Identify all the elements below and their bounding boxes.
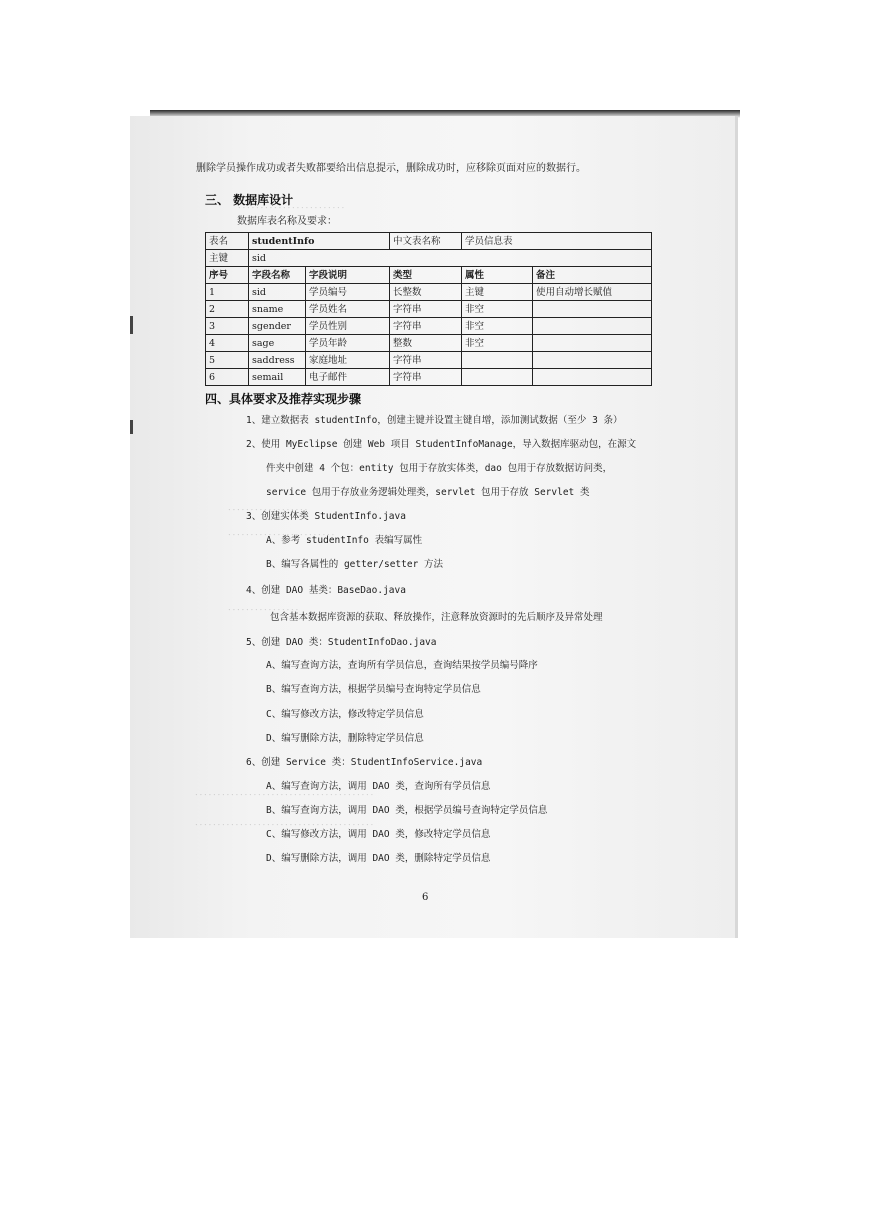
cell-index: 3: [206, 318, 249, 335]
cell-attribute: 非空: [462, 335, 533, 352]
step-6-d: D、编写删除方法，调用 DAO 类，删除特定学员信息: [266, 853, 491, 864]
cell-field-desc: 学员编号: [306, 284, 390, 301]
col-header-type: 类型: [390, 267, 462, 284]
database-table: [205, 232, 652, 386]
binding-mark: [130, 420, 133, 434]
table-header-row: [206, 267, 652, 284]
cell-remarks: [533, 335, 652, 352]
cell-index: 1: [206, 284, 249, 301]
cell-field-desc: 学员姓名: [306, 301, 390, 318]
step-3-b: B、编写各属性的 getter/setter 方法: [266, 559, 444, 570]
step-4-a: 包含基本数据库资源的获取、释放操作，注意释放资源时的先后顺序及异常处理: [270, 612, 603, 623]
cell-attribute: [462, 352, 533, 369]
step-3-a: A、参考 studentInfo 表编写属性: [266, 535, 423, 546]
primary-key-value: sid: [249, 250, 652, 267]
step-5-d: D、编写删除方法，删除特定学员信息: [266, 733, 424, 744]
cell-attribute: 非空: [462, 301, 533, 318]
cell-index: 6: [206, 369, 249, 386]
col-header-field-name: 字段名称: [249, 267, 306, 284]
col-header-field-desc: 字段说明: [306, 267, 390, 284]
table-cn-name-value: 学员信息表: [462, 233, 652, 250]
step-5-a: A、编写查询方法，查询所有学员信息，查询结果按学员编号降序: [266, 660, 538, 671]
cell-type: 字符串: [390, 301, 462, 318]
step-5: 5、创建 DAO 类：StudentInfoDao.java: [246, 637, 437, 648]
cell-field-name: sname: [249, 301, 306, 318]
step-5-c: C、编写修改方法，修改特定学员信息: [266, 709, 424, 720]
table-row: [206, 301, 652, 318]
cell-index: 5: [206, 352, 249, 369]
cell-remarks: [533, 369, 652, 386]
binding-mark: [130, 316, 133, 334]
step-2-line-3: service 包用于存放业务逻辑处理类，servlet 包用于存放 Servlet 类: [266, 487, 590, 498]
step-5-b: B、编写查询方法，根据学员编号查询特定学员信息: [266, 684, 481, 695]
page-edge: [735, 116, 738, 938]
col-header-index: 序号: [206, 267, 249, 284]
intro-paragraph: 删除学员操作成功或者失败都要给出信息提示，删除成功时，应移除页面对应的数据行。: [196, 163, 586, 174]
cell-type: 长整数: [390, 284, 462, 301]
table-cn-name-label: 中文表名称: [390, 233, 462, 250]
step-6-a: A、编写查询方法，调用 DAO 类，查询所有学员信息: [266, 781, 491, 792]
cell-field-desc: 学员性别: [306, 318, 390, 335]
primary-key-row: [206, 250, 652, 267]
cell-attribute: 非空: [462, 318, 533, 335]
cell-field-desc: 家庭地址: [306, 352, 390, 369]
section-heading-requirements: 四、具体要求及推荐实现步骤: [205, 392, 362, 406]
step-3: 3、创建实体类 StudentInfo.java: [246, 511, 406, 522]
table-row: [206, 335, 652, 352]
step-6-c: C、编写修改方法，调用 DAO 类，修改特定学员信息: [266, 829, 491, 840]
table-row: [206, 318, 652, 335]
cell-type: 字符串: [390, 369, 462, 386]
step-2-line-2: 件夹中创建 4 个包：entity 包用于存放实体类，dao 包用于存放数据访问类，: [266, 463, 613, 474]
step-2-line-1: 2、使用 MyEclipse 创建 Web 项目 StudentInfoManage，导入数据库驱动包，在源文: [246, 439, 637, 450]
step-6-b: B、编写查询方法，调用 DAO 类，根据学员编号查询特定学员信息: [266, 805, 548, 816]
cell-attribute: 主键: [462, 284, 533, 301]
cell-index: 2: [206, 301, 249, 318]
table-name-row: [206, 233, 652, 250]
cell-field-name: semail: [249, 369, 306, 386]
col-header-attribute: 属性: [462, 267, 533, 284]
col-header-remarks: 备注: [533, 267, 652, 284]
cell-field-name: saddress: [249, 352, 306, 369]
page-number: 6: [422, 892, 429, 903]
table-caption: 数据库表名称及要求：: [237, 216, 337, 227]
step-1: 1、建立数据表 studentInfo，创建主键并设置主键自增，添加测试数据（至少 3 条）: [246, 415, 623, 426]
cell-field-desc: 电子邮件: [306, 369, 390, 386]
cell-remarks: [533, 301, 652, 318]
section-heading-database: 三、 数据库设计: [205, 193, 294, 207]
step-4: 4、创建 DAO 基类：BaseDao.java: [246, 585, 406, 596]
cell-remarks: 使用自动增长赋值: [533, 284, 652, 301]
cell-remarks: [533, 318, 652, 335]
table-row: [206, 352, 652, 369]
cell-field-name: sage: [249, 335, 306, 352]
cell-field-name: sgender: [249, 318, 306, 335]
cell-attribute: [462, 369, 533, 386]
table-row: [206, 369, 652, 386]
cell-index: 4: [206, 335, 249, 352]
cell-type: 字符串: [390, 352, 462, 369]
primary-key-label: 主键: [206, 250, 249, 267]
table-name-label: 表名: [206, 233, 249, 250]
cell-type: 字符串: [390, 318, 462, 335]
cell-field-name: sid: [249, 284, 306, 301]
cell-field-desc: 学员年龄: [306, 335, 390, 352]
table-name-value: studentInfo: [249, 233, 390, 250]
cell-type: 整数: [390, 335, 462, 352]
table-row: [206, 284, 652, 301]
step-6: 6、创建 Service 类：StudentInfoService.java: [246, 757, 483, 768]
cell-remarks: [533, 352, 652, 369]
